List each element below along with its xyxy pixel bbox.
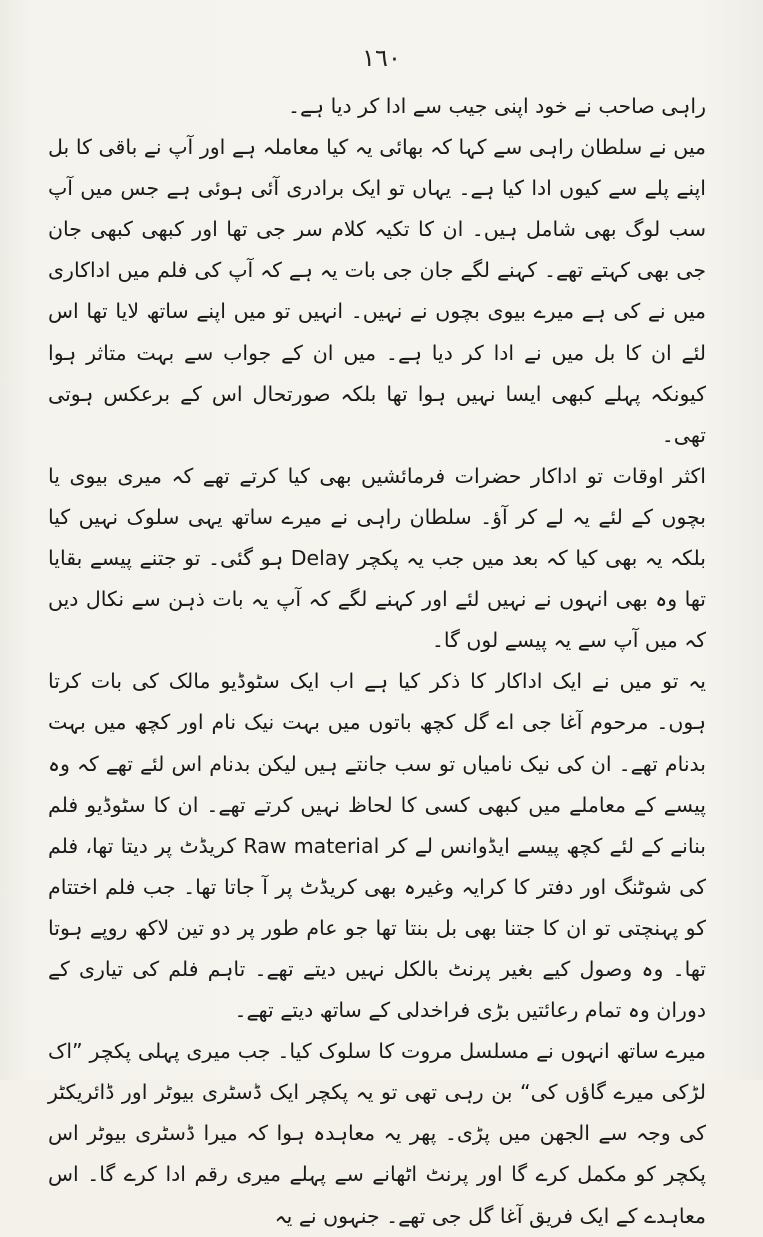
page-body <box>48 86 706 1237</box>
paragraph-4: یہ تو میں نے ایک اداکار کا ذکر کیا ہے اب ایک سٹوڈیو مالک کی بات کرتا ہوں۔ مرحوم آغا جی اے گل کچھ باتوں میں بہت نیک نام اور کچھ میں بہت بدنام تھے۔ ان کی نیک نامیاں تو سب جانتے ہیں لیکن بدنام اس لئے تھے کہ وہ پیسے کے معاملے میں کبھی کسی کا لحاظ نہیں کرتے تھے۔ ان کا سٹوڈیو فلم بنانے کے لئے کچھ پیسے ایڈوانس لے کر Raw material کریڈٹ پر دیتا تھا، فلم کی شوٹنگ اور دفتر کا کرایہ وغیرہ بھی کریڈٹ پر آ جاتا تھا۔ جب فلم اختتام کو پہنچتی تو ان کا جتنا بھی بل بنتا تھا جو عام طور پر دو تین لاکھ روپے ہوتا تھا۔ وہ وصول کیے بغیر پرنٹ بالکل نہیں دیتے تھے۔ تاہم فلم کی تیاری کے دوران وہ تمام رعائتیں بڑی فراخدلی کے ساتھ دیتے تھے۔ <box>48 669 707 1023</box>
paragraph-3: اکثر اوقات تو اداکار حضرات فرمائشیں بھی کیا کرتے تھے کہ میری بیوی یا بچوں کے لئے یہ لے کر آؤ۔ سلطان راہی نے میرے ساتھ یہی سلوک نہیں کیا بلکہ یہ بھی کیا کہ بعد میں جب یہ پکچر Delay ہو گئی۔ تو جتنے پیسے بقایا تھا وہ بھی انہوں نے نہیں لئے اور کہنے لگے کہ آپ یہ بات ذہن سے نکال دیں کہ میں آپ سے یہ پیسے لوں گا۔ <box>48 463 706 653</box>
page-number: ١٦٠ <box>362 44 401 72</box>
paragraph-5: میرے ساتھ انہوں نے مسلسل مروت کا سلوک کیا۔ جب میری پہلی پکچر ”اک لڑکی میرے گاؤں کی“ بن رہی تھی تو یہ پکچر ایک ڈسٹری بیوٹر اور ڈائریکٹر کی وجہ سے الجھن میں پڑی۔ پھر یہ معاہدہ ہوا کہ میرا ڈسٹری بیوٹر اس پکچر کو مکمل کرے گا اور پرنٹ اٹھانے سے پہلے میری رقم ادا کرے گا۔ اس معاہدے کے ایک فریق آغا گل جی تھے۔ جنہوں نے یہ <box>48 1039 706 1228</box>
paragraph-1: راہی صاحب نے خود اپنی جیب سے ادا کر دیا ہے۔ <box>288 94 706 118</box>
paragraph-2: میں نے سلطان راہی سے کہا کہ بھائی یہ کیا معاملہ ہے اور آپ نے باقی کا بل اپنے پلے سے کیوں ادا کیا ہے۔ یہاں تو ایک برادری آئی ہوئی ہے جس میں آپ سب لوگ بھی شامل ہیں۔ ان کا تکیہ کلام سر جی تھا اور کبھی کبھی جان جی بھی کہتے تھے۔ کہنے لگے جان جی بات یہ ہے کہ آپ کی فلم میں اداکاری میں نے کی ہے میرے بیوی بچوں نے نہیں۔ انہیں تو میں اپنے ساتھ لایا تھا اس لئے ان کا بل میں نے ادا کر دیا ہے۔ میں ان کے جواب سے بہت متاثر ہوا کیونکہ پہلے کبھی ایسا نہیں ہوا تھا بلکہ صورتحال اس کے برعکس ہوتی تھی۔ <box>48 135 706 447</box>
